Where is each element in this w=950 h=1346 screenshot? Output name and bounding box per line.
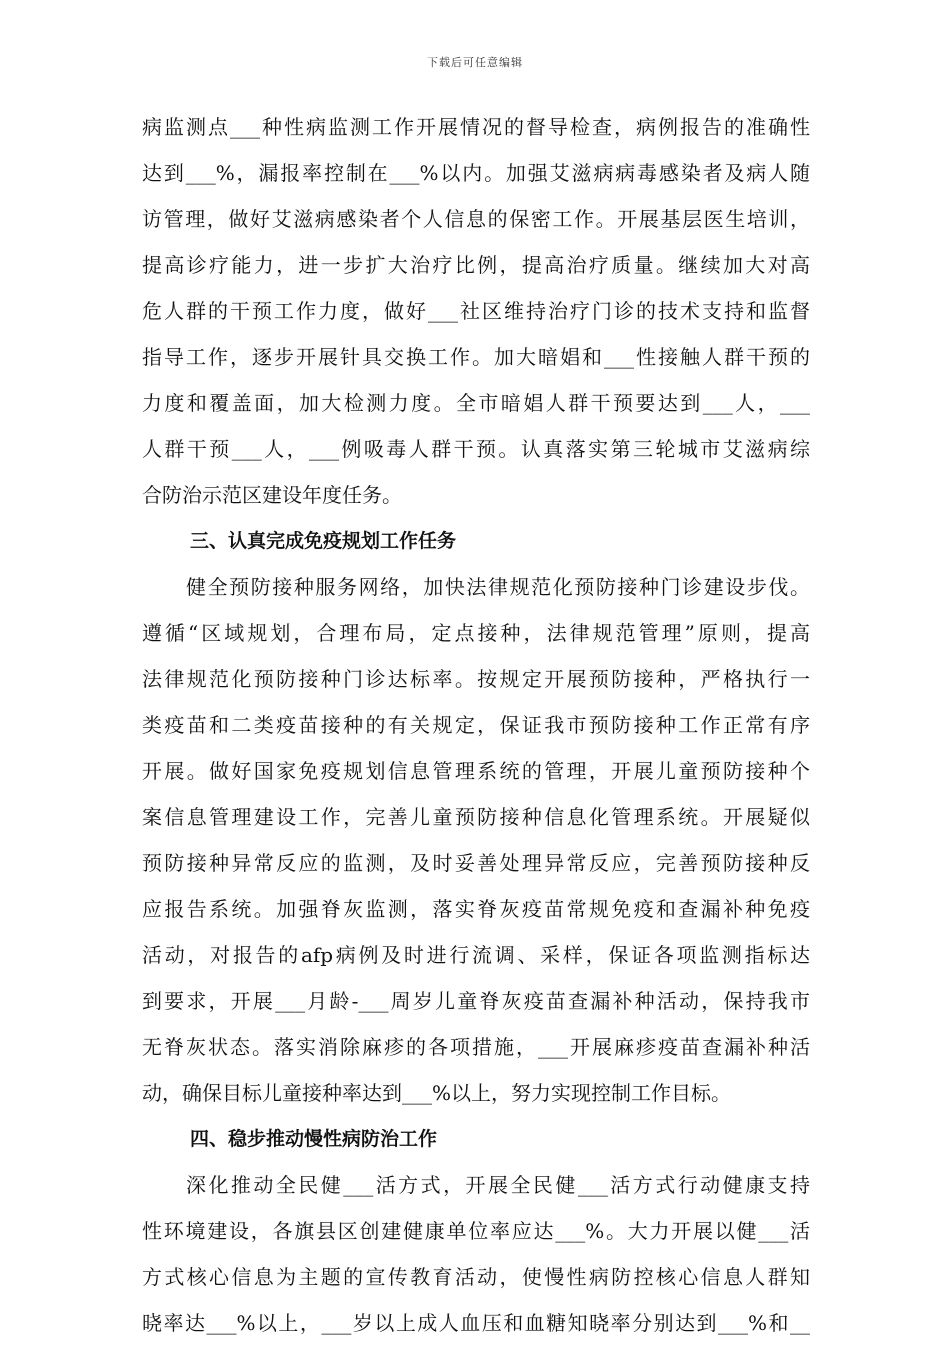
paragraph-line: 危人群的干预工作力度，做好___社区维持治疗门诊的技术支持和监督 [142, 299, 810, 323]
section-heading: 四、稳步推动慢性病防治工作 [190, 1128, 438, 1150]
paragraph-first-line: 健全预防接种服务网络，加快法律规范化预防接种门诊建设步伐。 [186, 575, 810, 599]
paragraph-line: 人群干预___人，___例吸毒人群干预。认真落实第三轮城市艾滋病综 [142, 437, 810, 461]
document-body [142, 104, 810, 1346]
paragraph-line: 遵循“区域规划，合理布局，定点接种，法律规范管理”原则，提高 [142, 621, 810, 645]
paragraph-line: 无脊灰状态。落实消除麻疹的各项措施，___开展麻疹疫苗查漏补种活 [142, 1035, 810, 1059]
paragraph-line: 应报告系统。加强脊灰监测，落实脊灰疫苗常规免疫和查漏补种免疫 [142, 897, 810, 921]
paragraph-line: 晓率达___%以上，___岁以上成人血压和血糖知晓率分别达到___%和__ [142, 1311, 810, 1335]
paragraph-line: 指导工作，逐步开展针具交换工作。加大暗娼和___性接触人群干预的 [142, 345, 810, 369]
paragraph-line: 病监测点___种性病监测工作开展情况的督导检查，病例报告的准确性 [142, 115, 810, 139]
paragraph-line: 达到___%，漏报率控制在___%以内。加强艾滋病病毒感染者及病人随 [142, 161, 810, 185]
paragraph-line: 性环境建设，各旗县区创建健康单位率应达___%。大力开展以健___活 [142, 1219, 810, 1243]
paragraph-line: 案信息管理建设工作，完善儿童预防接种信息化管理系统。开展疑似 [142, 805, 810, 829]
paragraph-line: 预防接种异常反应的监测，及时妥善处理异常反应，完善预防接种反 [142, 851, 810, 875]
paragraph-line: 类疫苗和二类疫苗接种的有关规定，保证我市预防接种工作正常有序 [142, 713, 810, 737]
paragraph-line: 到要求，开展___月龄-___周岁儿童脊灰疫苗查漏补种活动，保持我市 [142, 989, 810, 1013]
paragraph-line: 合防治示范区建设年度任务。 [142, 483, 402, 507]
section-heading: 三、认真完成免疫规划工作任务 [190, 530, 457, 552]
page-header: 下载后可任意编辑 [427, 56, 523, 69]
paragraph-line: 开展。做好国家免疫规划信息管理系统的管理，开展儿童预防接种个 [142, 759, 810, 783]
paragraph-line: 力度和覆盖面，加大检测力度。全市暗娼人群干预要达到___人，___ [142, 391, 810, 415]
paragraph-line: 动，确保目标儿童接种率达到___%以上，努力实现控制工作目标。 [142, 1081, 732, 1105]
paragraph-line: 法律规范化预防接种门诊达标率。按规定开展预防接种，严格执行一 [142, 667, 810, 691]
paragraph-first-line: 深化推动全民健___活方式，开展全民健___活方式行动健康支持 [186, 1173, 810, 1197]
paragraph-line: 方式核心信息为主题的宣传教育活动，使慢性病防控核心信息人群知 [142, 1265, 810, 1289]
paragraph-line: 提高诊疗能力，进一步扩大治疗比例，提高治疗质量。继续加大对高 [142, 253, 810, 277]
paragraph-line: 活动，对报告的afp病例及时进行流调、采样，保证各项监测指标达 [142, 943, 810, 967]
paragraph-line: 访管理，做好艾滋病感染者个人信息的保密工作。开展基层医生培训， [142, 207, 810, 231]
